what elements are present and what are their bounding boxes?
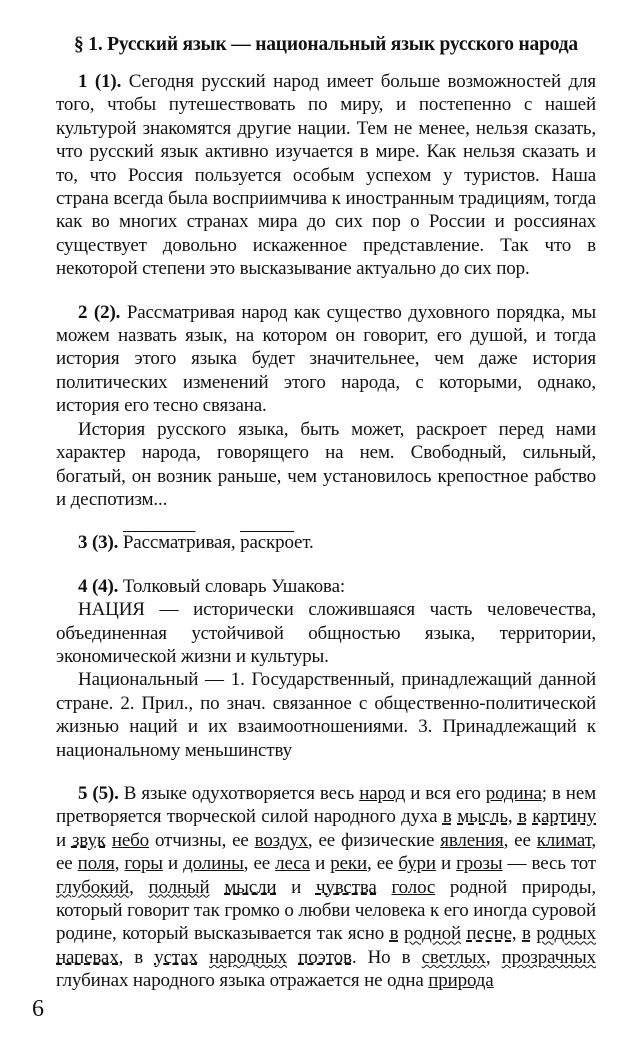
text: , ее <box>56 829 596 875</box>
underlined-word: полный <box>148 876 210 898</box>
underlined-word: родной <box>403 923 462 945</box>
text: ; в нем претворяется творческой силой народного духа <box>56 782 596 828</box>
text: , ее физические <box>307 829 441 851</box>
underlined-word: реки <box>330 853 367 875</box>
exercise-number: 5 (5). <box>78 782 119 804</box>
underlined-word: природа <box>428 970 494 992</box>
word-rest: ивая <box>195 532 231 554</box>
exercise-4 <box>56 575 596 762</box>
section-title: § 1. Русский язык — национальный язык русского народа <box>74 34 578 55</box>
morpheme-prefix: Рас <box>122 532 150 554</box>
text: , <box>485 946 502 968</box>
exercise-number: 1 (1). <box>78 71 122 92</box>
underlined-word: явления <box>440 829 504 851</box>
text <box>198 947 209 968</box>
underlined-word: бури <box>398 853 436 875</box>
exercise-3-text <box>56 531 596 554</box>
definition-1: НАЦИЯ — исторически сложившаяся часть человечества, объединенная устойчивой общностью языка, территории, экономической жизни и культуры. <box>56 599 596 667</box>
underlined-word: в <box>522 923 531 945</box>
separator: , <box>230 532 241 554</box>
underlined-word: устах <box>154 946 198 968</box>
text: и <box>310 853 331 875</box>
paragraph-text: Толковый словарь Ушакова: <box>122 575 345 597</box>
exercise-number: 4 (4). <box>78 575 119 597</box>
paragraph-text: Сегодня русский народ имеет больше возможностей для того, чтобы путешествовать по миру, и постепенно с нашей культурой знакомятся другие нации. Тем не менее, нельзя сказать, что русский язык активно изучается в мире. Как нельзя сказать и то, что Россия пользуется особым успехом у туристов. Наша страна всегда была восприимчива к иностранным традициям, тогда как во многих странах мира до сих пор о России и россиянах существует довольно искаженное представление. Так что в некоторой степени это высказывание актуально до сих пор. <box>56 71 596 280</box>
text: и <box>276 876 316 898</box>
text: глубинах народного языка отражается не одна <box>56 970 429 992</box>
underlined-word: поля <box>77 853 115 875</box>
underlined-word: светлых <box>421 946 486 968</box>
text: , <box>129 876 149 898</box>
exercise-4-intro <box>56 575 596 598</box>
text: , ее <box>243 853 276 875</box>
underlined-word: мысль <box>457 806 508 828</box>
text: , в <box>118 946 155 968</box>
text: и вся его <box>405 782 486 804</box>
exercise-1-text <box>56 70 596 281</box>
underlined-word: прозрачных <box>501 946 596 968</box>
text: , ее <box>367 853 399 875</box>
underlined-word: народных <box>209 946 288 968</box>
exercise-5 <box>56 782 596 993</box>
underlined-word: климат <box>536 829 592 851</box>
underlined-word: мысли <box>224 876 277 898</box>
text: , <box>114 853 125 875</box>
morpheme-prefix: рас <box>240 532 267 554</box>
underlined-word: напевах <box>56 946 119 968</box>
text <box>210 877 225 898</box>
underlined-word: в <box>442 806 452 828</box>
exercise-number: 2 (2). <box>78 301 121 323</box>
exercise-3 <box>56 531 596 554</box>
underlined-word: небо <box>111 829 150 851</box>
exercise-5-text <box>56 782 596 993</box>
underlined-word: грозы <box>456 853 503 875</box>
underlined-word: родина <box>485 782 542 804</box>
text: , <box>507 806 518 828</box>
text: В языке одухотворяется весь <box>123 782 360 804</box>
underlined-word: чувства <box>315 876 377 898</box>
page-number: 6 <box>32 996 44 1022</box>
text <box>377 877 392 898</box>
underlined-word: песне <box>466 923 512 945</box>
text <box>287 947 298 968</box>
text: и <box>162 853 184 875</box>
text: , ее <box>503 829 537 851</box>
underlined-word: голос <box>391 876 436 898</box>
underlined-word: горы <box>124 853 163 875</box>
exercise-2-text <box>56 301 596 418</box>
paragraph-text: Рассматривая народ как существо духовного порядка, мы можем назвать язык, на котором он говорит, его душой, и тогда история этого языка будет значительнее, чем даже история политических изменений этого народа, с которыми, однако, история его тесно связана. <box>56 301 596 417</box>
text: отчизны, ее <box>149 829 255 851</box>
underlined-word: поэтов <box>298 946 352 968</box>
underlined-word: картину <box>532 806 596 828</box>
text: — весь тот <box>502 853 597 875</box>
underlined-word: долины <box>183 853 244 875</box>
text: и <box>56 829 72 851</box>
exercise-1 <box>56 70 596 281</box>
underlined-word: в <box>517 806 527 828</box>
text: родной природы, который говорит так громко о любви человека к его иногда суровой родине, который высказывается так ясно <box>56 876 597 945</box>
morpheme-root: кро <box>266 532 295 554</box>
word-rest: ет. <box>294 532 314 554</box>
underlined-word: народ <box>359 782 406 804</box>
underlined-word: родных <box>536 923 596 945</box>
exercise-number: 3 (3). <box>78 532 119 554</box>
definition-2: Национальный — 1. Государственный, принадлежащий данной стране. 2. Прил., по знач. связанное с общественно-политической жизнью наций и их взаимоотношениями. 3. Принадлежащий к национальному меньшинству <box>56 669 596 761</box>
text: . Но в <box>351 946 422 968</box>
underlined-word: звук <box>71 829 106 851</box>
underlined-word: воздух <box>254 829 308 851</box>
morpheme-root: сматр <box>149 532 196 554</box>
exercise-2 <box>56 301 596 512</box>
text: и <box>435 853 457 875</box>
underlined-word: леса <box>275 853 311 875</box>
underlined-word: в <box>389 923 399 945</box>
exercise-2-text-2: История русского языка, быть может, раскроет перед нами характер народа, говорящего на нем. Свободный, сильный, богатый, он возник раньше, чем установилось крепостное рабство и деспотизм... <box>56 418 596 510</box>
page <box>56 34 596 993</box>
underlined-word: глубокий <box>56 876 130 898</box>
text: , <box>511 923 522 945</box>
